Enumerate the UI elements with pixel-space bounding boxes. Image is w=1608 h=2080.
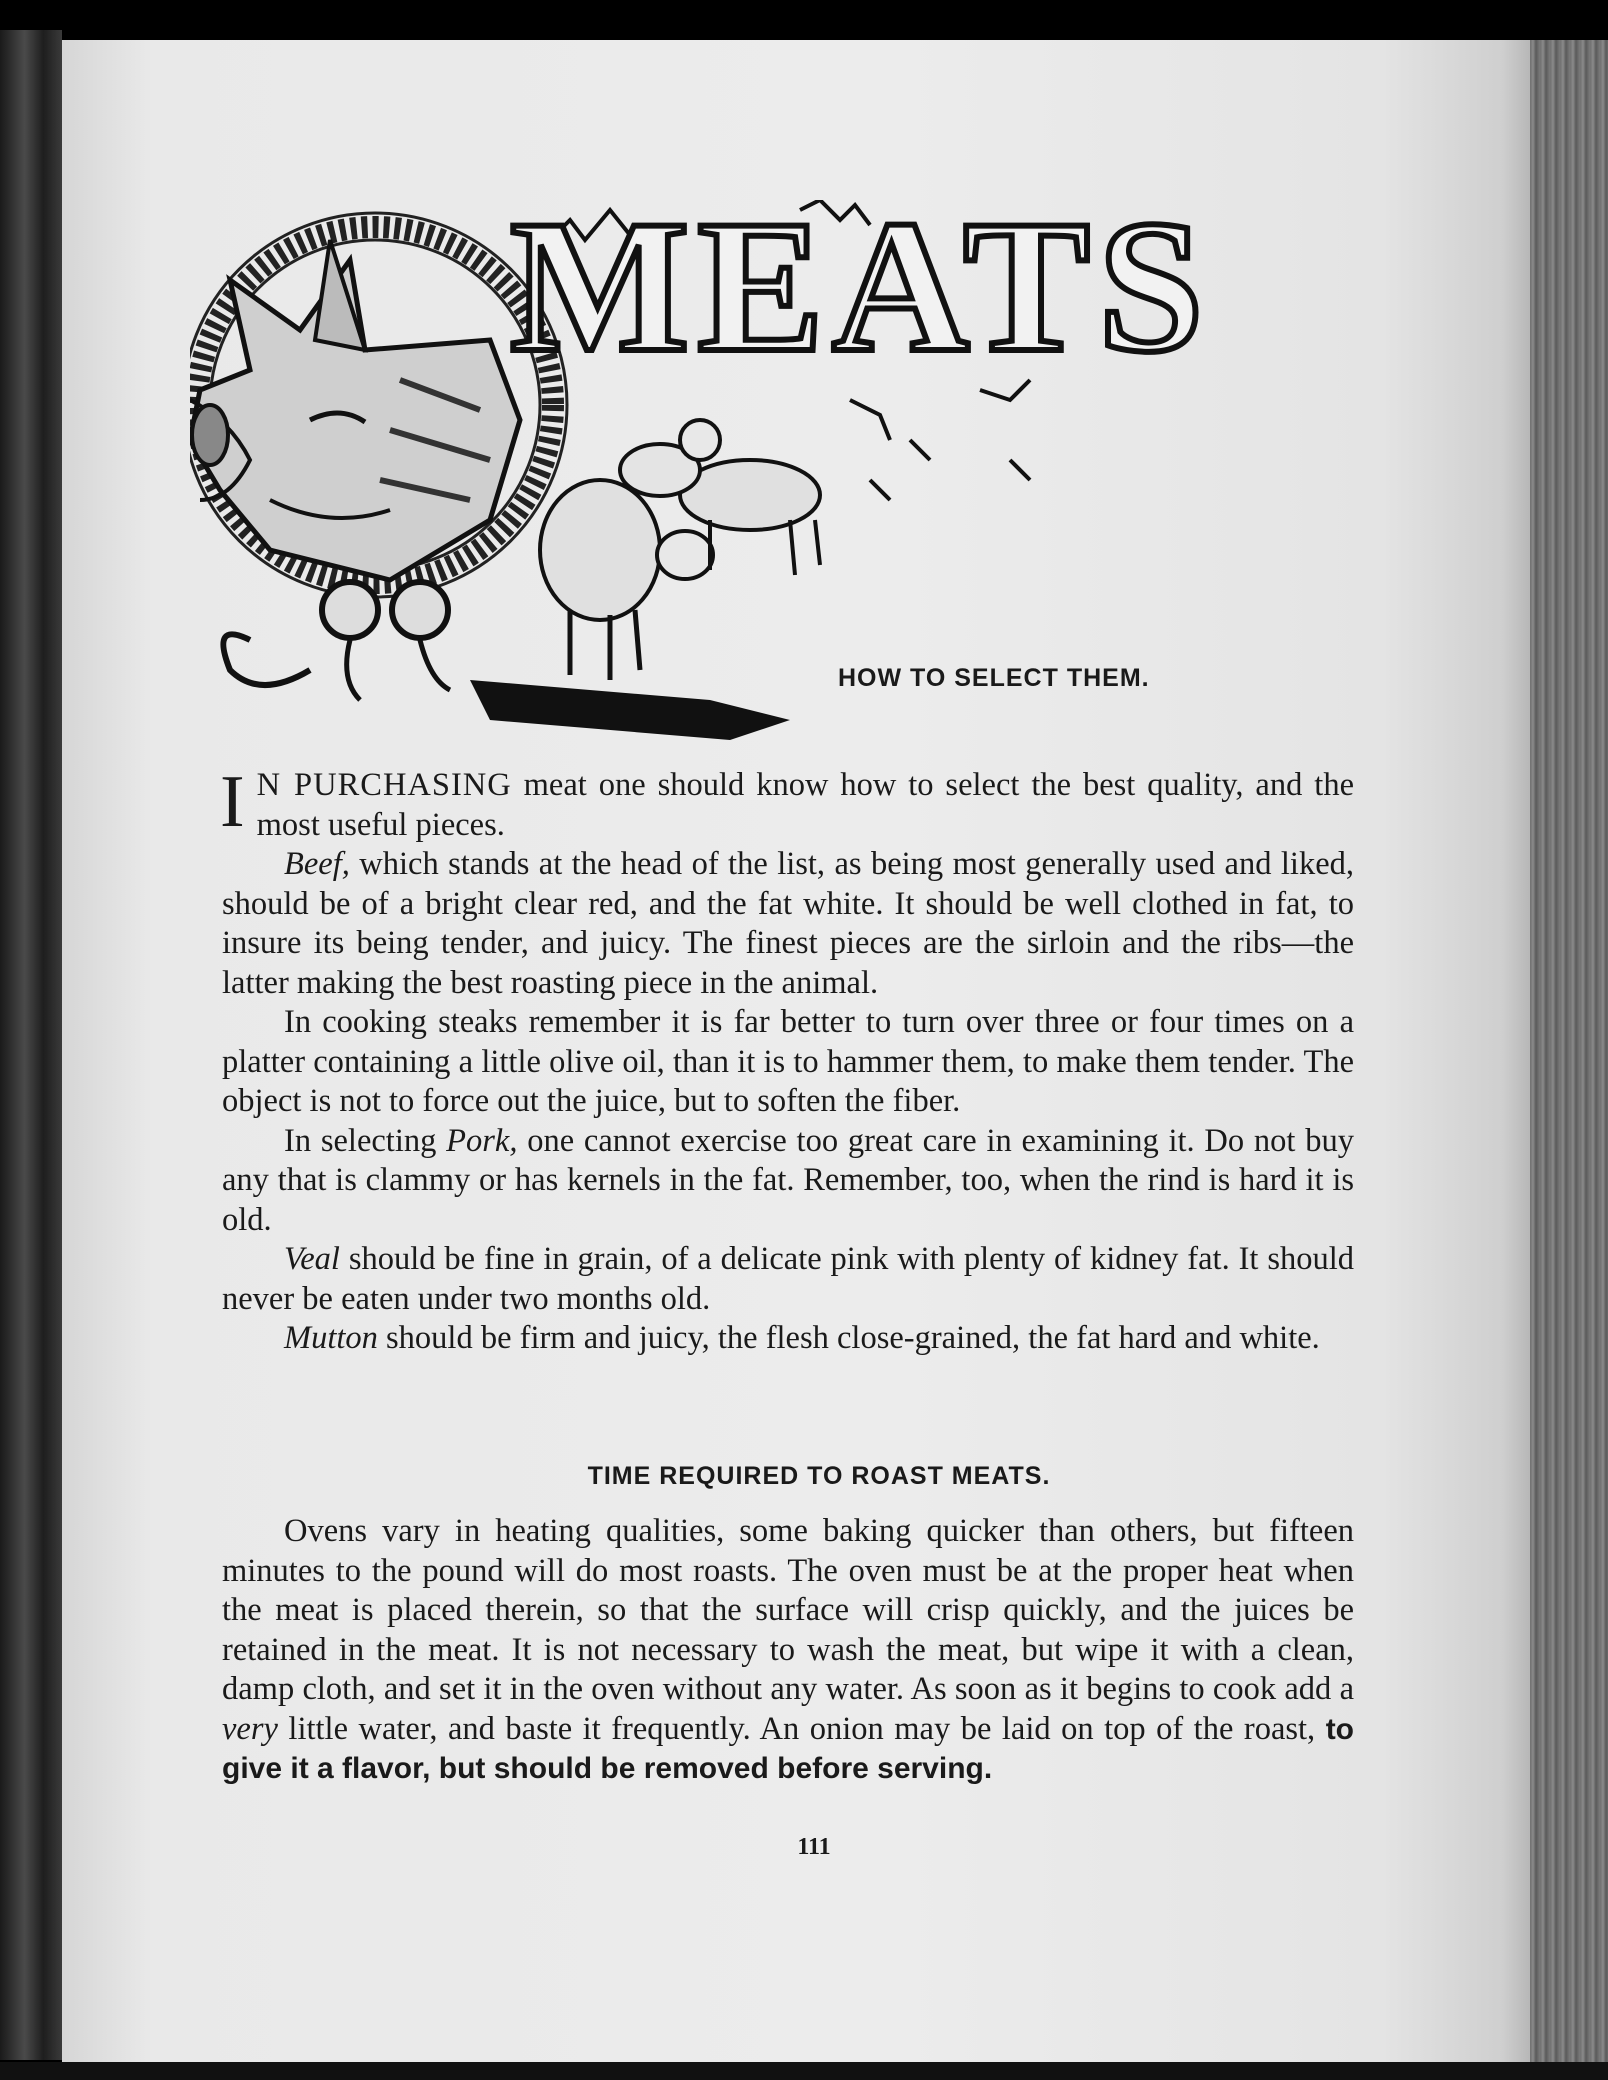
italic-term: Beef, [284,846,350,882]
paragraph-pork [222,1122,1354,1241]
bottom-edge [0,2062,1608,2080]
paragraph-text: little water, and baste it frequently. An onion may be laid on top of the roast, [277,1710,1316,1747]
section-body-roast [222,1512,1354,1789]
left-page-edge [0,30,62,2060]
sheep-icon [470,420,820,740]
section-subtitle: HOW TO SELECT THEM. [838,664,1150,692]
meats-header-illustration [190,200,1390,760]
italic-term: Mutton [284,1320,378,1356]
paragraph-beef [222,845,1354,1003]
paragraph-text: should be fine in grain, of a delicate pink with plenty of kidney fat. It should never be eaten under two months old. [222,1241,1354,1317]
paragraph-text: In selecting [284,1122,447,1159]
italic-term: very [222,1710,278,1747]
pig-head-icon [190,240,520,580]
paragraph-text: one cannot exercise too great care in examining it. Do not buy any that is clammy or has kernels in the fat. Remember, too, when the rind is hard it is old. [222,1122,1354,1238]
section-body [220,761,1354,1359]
paragraph-intro [220,761,1354,845]
book-fore-edge [1530,40,1608,2070]
drop-cap: I [220,761,245,843]
italic-term: Veal [284,1241,340,1277]
lead-caps: N PURCHASING [256,767,512,803]
paragraph-steaks: In cooking steaks remember it is far better to turn over three or four times on a platter containing a little olive oil, than it is to hammer them, to make them tender. The object is not to force out the juice, but to soften the fiber. [222,1004,1354,1119]
paragraph-text: meat one should know how to select the best quality, and the most useful pieces. [256,767,1354,843]
paragraph-mutton [222,1319,1354,1359]
paragraph-text: Ovens vary in heating qualities, some baking quicker than others, but fifteen minutes to the pound will do most roasts. The oven must be at the proper heat when the meat is placed therein, so that the surface will crisp quickly, and the juices be retained in the meat. It is not necessary to wash the meat, but wipe it with a clean, damp cloth, and set it in the oven without any water. As soon as it begins to cook add a [222,1513,1354,1707]
paragraph-text-bold: to give it a flavor, but should be removed before serving. [222,1712,1355,1785]
page-number: 111 [797,1834,831,1860]
page-title: MEATS [510,200,1212,392]
paragraph-roast [222,1512,1354,1789]
paragraph-text: which stands at the head of the list, as being most generally used and liked, should be of a bright clear red, and the fat white. It should be well clothed in fat, to insure its being tender, and juicy. The finest pieces are the sirloin and the ribs—the latter making the best roasting piece in the animal. [222,846,1354,1001]
italic-term: Pork, [446,1122,518,1159]
paragraph-veal [222,1240,1354,1319]
paragraph-text: should be firm and juicy, the flesh close-grained, the fat hard and white. [377,1320,1320,1356]
section-heading: TIME REQUIRED TO ROAST MEATS. [587,1462,1051,1490]
ribbon-bow-icon [223,582,450,700]
